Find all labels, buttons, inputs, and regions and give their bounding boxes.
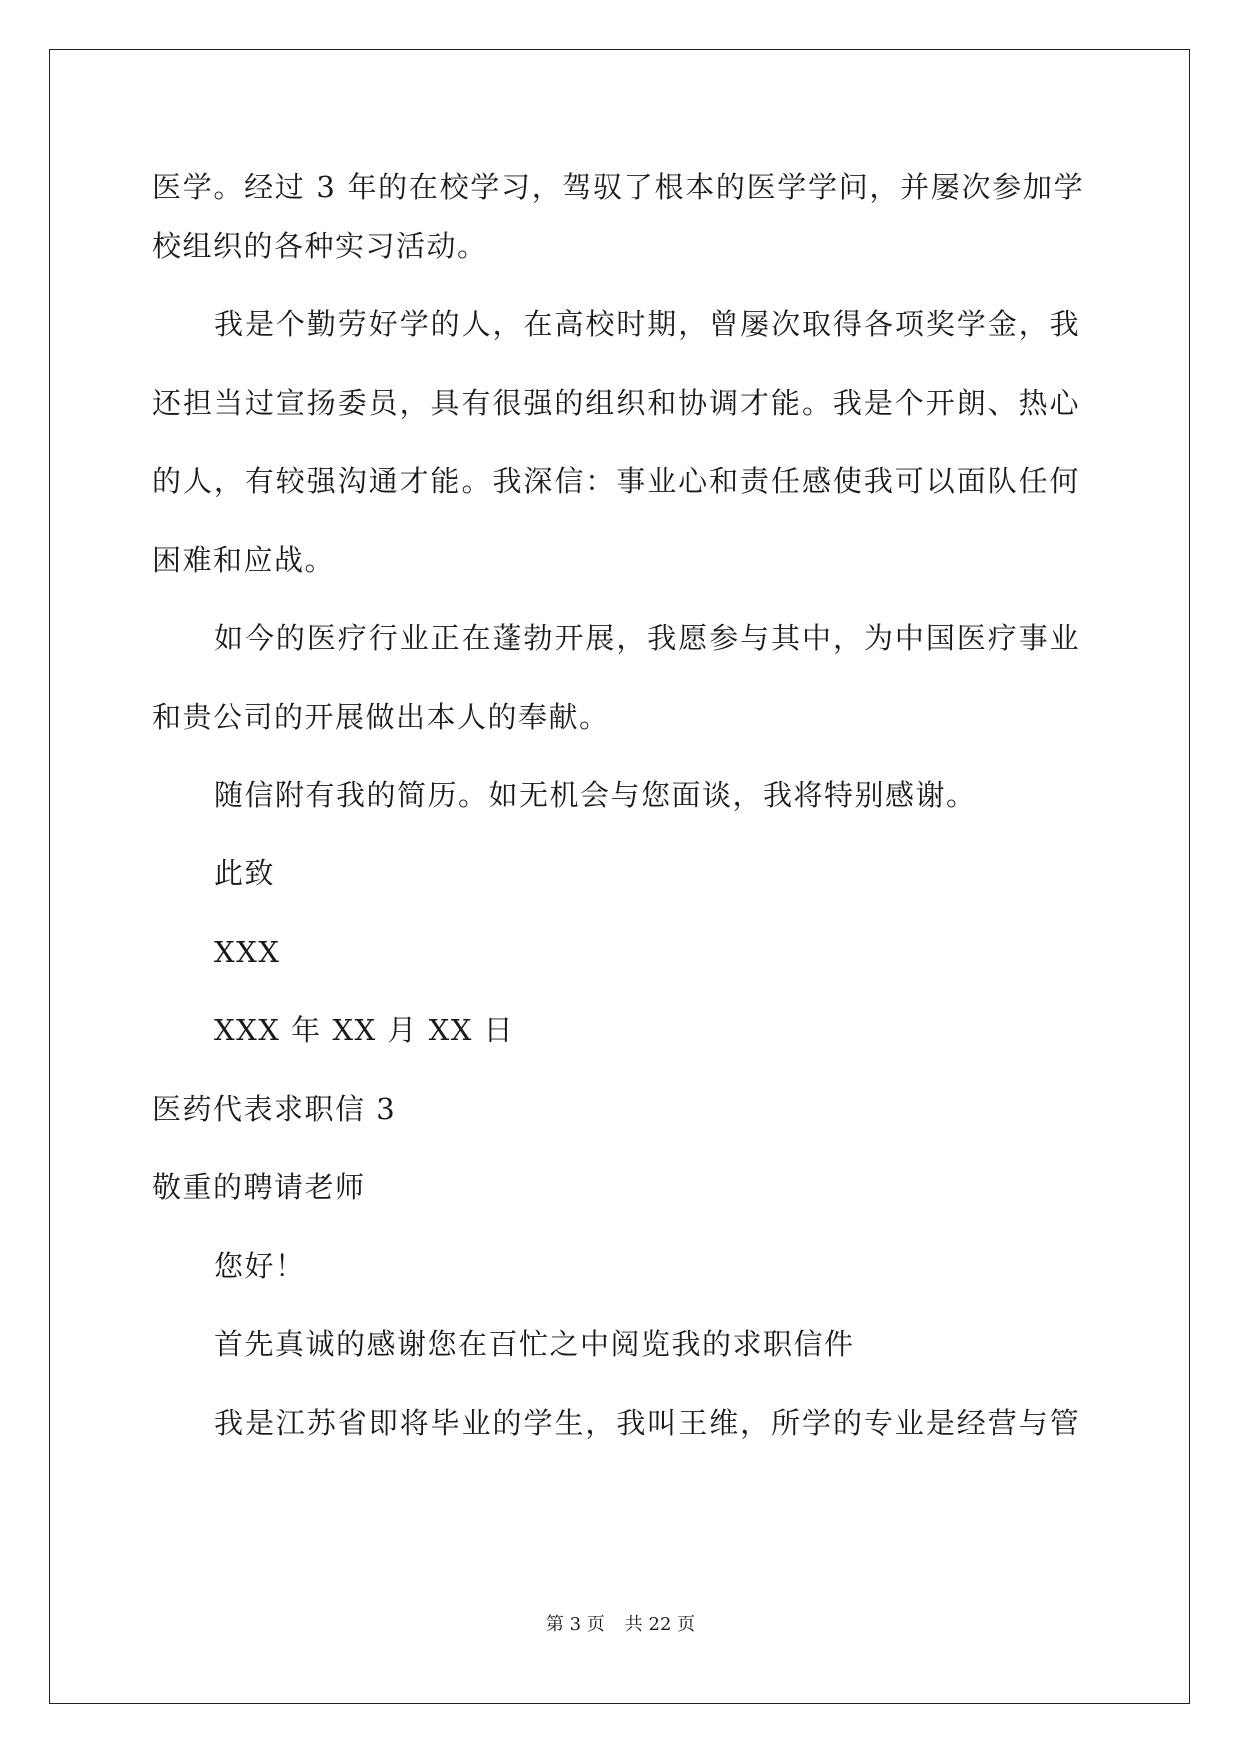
- body-line-3: 我是个勤劳好学的人，在高校时期，曾屡次取得各项奖学金，我: [214, 307, 1081, 341]
- body-line-4: 还担当过宣扬委员，具有很强的组织和协调才能。我是个开朗、热心: [152, 386, 1081, 420]
- body-line-11: 我是江苏省即将毕业的学生，我叫王维，所学的专业是经营与管: [214, 1406, 1081, 1440]
- signature-name: XXX: [214, 935, 281, 969]
- body-line-1: 医学。经过 3 年的在校学习，驾驭了根本的医学学问，并屡次参加学: [152, 170, 1085, 204]
- page-number: 第 3 页: [545, 1614, 605, 1635]
- body-line-5: 的人，有较强沟通才能。我深信：事业心和责任感使我可以面队任何: [152, 464, 1081, 498]
- signature-date: XXX 年 XX 月 XX 日: [214, 1013, 515, 1047]
- body-line-6: 困难和应战。: [152, 543, 336, 577]
- body-line-7: 如今的医疗行业正在蓬勃开展，我愿参与其中，为中国医疗事业: [214, 621, 1081, 655]
- body-line-9: 随信附有我的简历。如无机会与您面谈，我将特别感谢。: [214, 778, 977, 812]
- greeting-hello: 您好！: [214, 1249, 306, 1283]
- greeting-recipient: 敬重的聘请老师: [152, 1170, 366, 1204]
- body-line-8: 和贵公司的开展做出本人的奉献。: [152, 700, 610, 734]
- body-line-10: 首先真诚的感谢您在百忙之中阅览我的求职信件: [214, 1327, 855, 1361]
- closing-salutation: 此致: [214, 856, 276, 890]
- page-footer: [0, 1613, 1241, 1637]
- body-line-2: 校组织的各种实习活动。: [152, 229, 488, 263]
- section-heading: 医药代表求职信 3: [152, 1092, 397, 1126]
- page-total: 共 22 页: [624, 1614, 696, 1635]
